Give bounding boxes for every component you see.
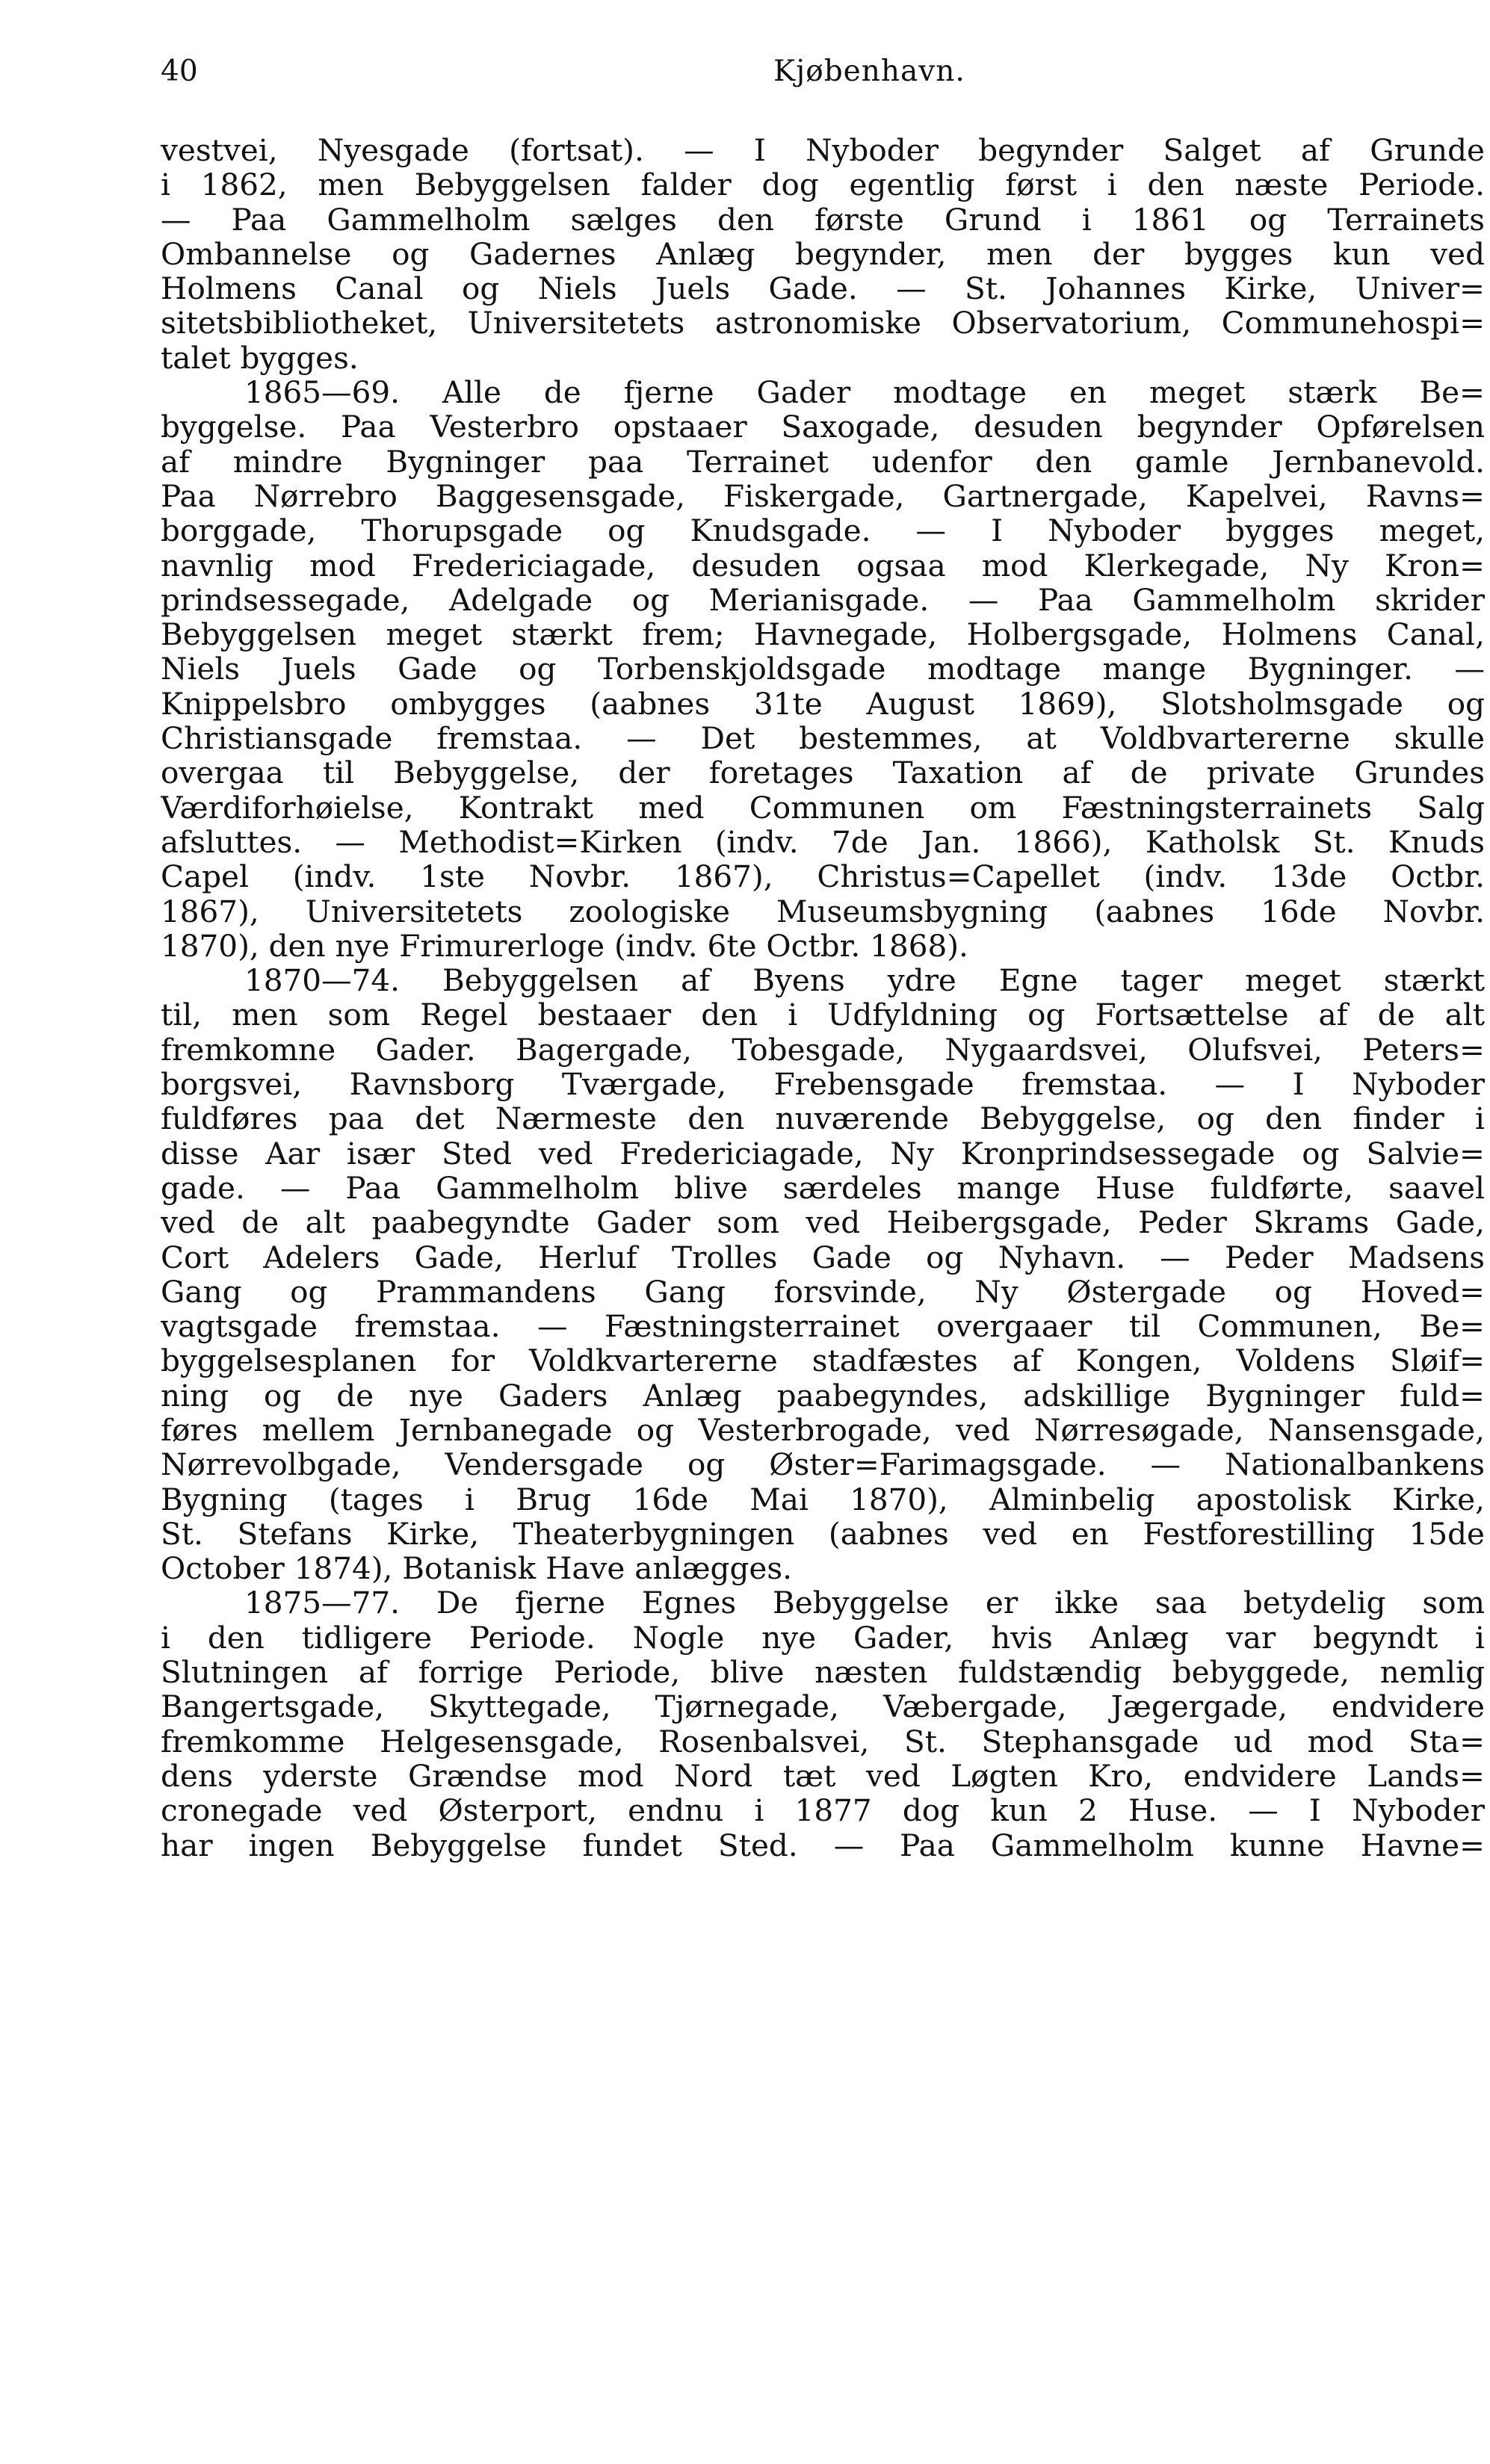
text-line: Holmens Canal og Niels Juels Gade. — St. Johannes Kirke, Univer= [161, 271, 1485, 306]
text-line: afsluttes. — Methodist=Kirken (indv. 7de Jan. 1866), Katholsk St. Knuds [161, 824, 1485, 860]
text-line: Bebyggelsen meget stærkt frem; Havnegade, Holbergsgade, Holmens Canal, [161, 617, 1485, 652]
text-line: fremkomne Gader. Bagergade, Tobesgade, Nygaardsvei, Olufsvei, Peters= [161, 1032, 1485, 1068]
text-line: October 1874), Botanisk Have anlægges. [161, 1551, 793, 1586]
text-line: af mindre Bygninger paa Terrainet udenfor den gamle Jernbanevold. [161, 444, 1485, 479]
text-line: føres mellem Jernbanegade og Vesterbrogade, ved Nørresøgade, Nansensgade, [161, 1412, 1485, 1448]
text-line: i 1862, men Bebyggelsen falder dog egentlig først i den næste Periode. [161, 167, 1485, 202]
body-text [161, 133, 1485, 1863]
text-line: 1875—77. De fjerne Egnes Bebyggelse er ikke saa betydelig som [244, 1585, 1485, 1621]
text-line: gade. — Paa Gammelholm blive særdeles mange Huse fuldførte, saavel [161, 1170, 1485, 1206]
text-line: byggelse. Paa Vesterbro opstaaer Saxogade, desuden begynder Opførelsen [161, 409, 1485, 445]
text-line: 1870), den nye Frimurerloge (indv. 6te Octbr. 1868). [161, 928, 968, 964]
text-line: 1870—74. Bebyggelsen af Byens ydre Egne tager meget stærkt [244, 963, 1485, 998]
text-line: fremkomme Helgesensgade, Rosenbalsvei, St. Stephansgade ud mod Sta= [161, 1724, 1485, 1759]
text-line: Slutningen af forrige Periode, blive næsten fuldstændig bebyggede, nemlig [161, 1655, 1485, 1690]
text-line: borgsvei, Ravnsborg Tværgade, Frebensgade fremstaa. — I Nyboder [161, 1067, 1485, 1102]
text-line: cronegade ved Østerport, endnu i 1877 dog kun 2 Huse. — I Nyboder [161, 1793, 1485, 1828]
text-line: 1867), Universitetets zoologiske Museumsbygning (aabnes 16de Novbr. [161, 894, 1485, 929]
text-line: fuldføres paa det Nærmeste den nuværende Bebyggelse, og den finder i [161, 1101, 1485, 1136]
text-line: vagtsgade fremstaa. — Fæstningsterrainet overgaaer til Communen, Be= [161, 1309, 1485, 1344]
text-line: dens yderste Grændse mod Nord tæt ved Løgten Kro, endvidere Lands= [161, 1758, 1485, 1794]
text-line: navnlig mod Fredericiagade, desuden ogsaa mod Klerkegade, Ny Kron= [161, 548, 1485, 583]
text-line: St. Stefans Kirke, Theaterbygningen (aabnes ved en Festforestilling 15de [161, 1516, 1485, 1552]
page-header [161, 49, 1483, 94]
running-head: Kjøbenhavn. [773, 55, 965, 88]
text-line: Christiansgade fremstaa. — Det bestemmes, at Voldbvartererne skulle [161, 721, 1485, 756]
text-line: Bygning (tages i Brug 16de Mai 1870), Alminbelig apostolisk Kirke, [161, 1482, 1485, 1517]
text-line: ved de alt paabegyndte Gader som ved Heibergsgade, Peder Skrams Gade, [161, 1205, 1485, 1240]
text-line: Nørrevolbgade, Vendersgade og Øster=Farimagsgade. — Nationalbankens [161, 1447, 1485, 1482]
text-line: Capel (indv. 1ste Novbr. 1867), Christus=Capellet (indv. 13de Octbr. [161, 859, 1485, 894]
text-line: Bangertsgade, Skyttegade, Tjørnegade, Væbergade, Jægergade, endvidere [161, 1689, 1485, 1724]
text-line: talet bygges. [161, 340, 359, 376]
text-line: Knippelsbro ombygges (aabnes 31te August 1869), Slotsholmsgade og [161, 686, 1485, 722]
text-line: i den tidligere Periode. Nogle nye Gader, hvis Anlæg var begyndt i [161, 1620, 1485, 1656]
text-line: — Paa Gammelholm sælges den første Grund i 1861 og Terrainets [161, 202, 1485, 237]
text-line: vestvei, Nyesgade (fortsat). — I Nyboder begynder Salget af Grunde [161, 133, 1485, 168]
page-number: 40 [161, 55, 198, 88]
text-line: har ingen Bebyggelse fundet Sted. — Paa Gammelholm kunne Havne= [161, 1827, 1485, 1863]
text-line: Ombannelse og Gadernes Anlæg begynder, men der bygges kun ved [161, 236, 1485, 272]
text-line: Cort Adelers Gade, Herluf Trolles Gade og Nyhavn. — Peder Madsens [161, 1239, 1485, 1275]
text-line: ning og de nye Gaders Anlæg paabegyndes, adskillige Bygninger fuld= [161, 1378, 1485, 1413]
text-line: sitetsbibliotheket, Universitetets astronomiske Observatorium, Communehospi= [161, 306, 1485, 341]
text-line: overgaa til Bebyggelse, der foretages Taxation af de private Grundes [161, 755, 1485, 790]
text-line: Værdiforhøielse, Kontrakt med Communen om Fæstningsterrainets Salg [161, 790, 1485, 825]
text-line: Gang og Prammandens Gang forsvinde, Ny Østergade og Hoved= [161, 1274, 1485, 1310]
text-line: disse Aar især Sted ved Fredericiagade, Ny Kronprindsessegade og Salvie= [161, 1136, 1485, 1171]
text-line: 1865—69. Alle de fjerne Gader modtage en meget stærk Be= [244, 375, 1485, 410]
text-line: til, men som Regel bestaaer den i Udfyldning og Fortsættelse af de alt [161, 997, 1485, 1033]
text-line: prindsessegade, Adelgade og Merianisgade. — Paa Gammelholm skrider [161, 582, 1485, 618]
text-line: borggade, Thorupsgade og Knudsgade. — I Nyboder bygges meget, [161, 513, 1485, 548]
text-line: byggelsesplanen for Voldkvartererne stadfæstes af Kongen, Voldens Sløif= [161, 1343, 1485, 1378]
text-line: Niels Juels Gade og Torbenskjoldsgade modtage mange Bygninger. — [161, 651, 1485, 687]
text-line: Paa Nørrebro Baggesensgade, Fiskergade, Gartnergade, Kapelvei, Ravns= [161, 478, 1485, 514]
